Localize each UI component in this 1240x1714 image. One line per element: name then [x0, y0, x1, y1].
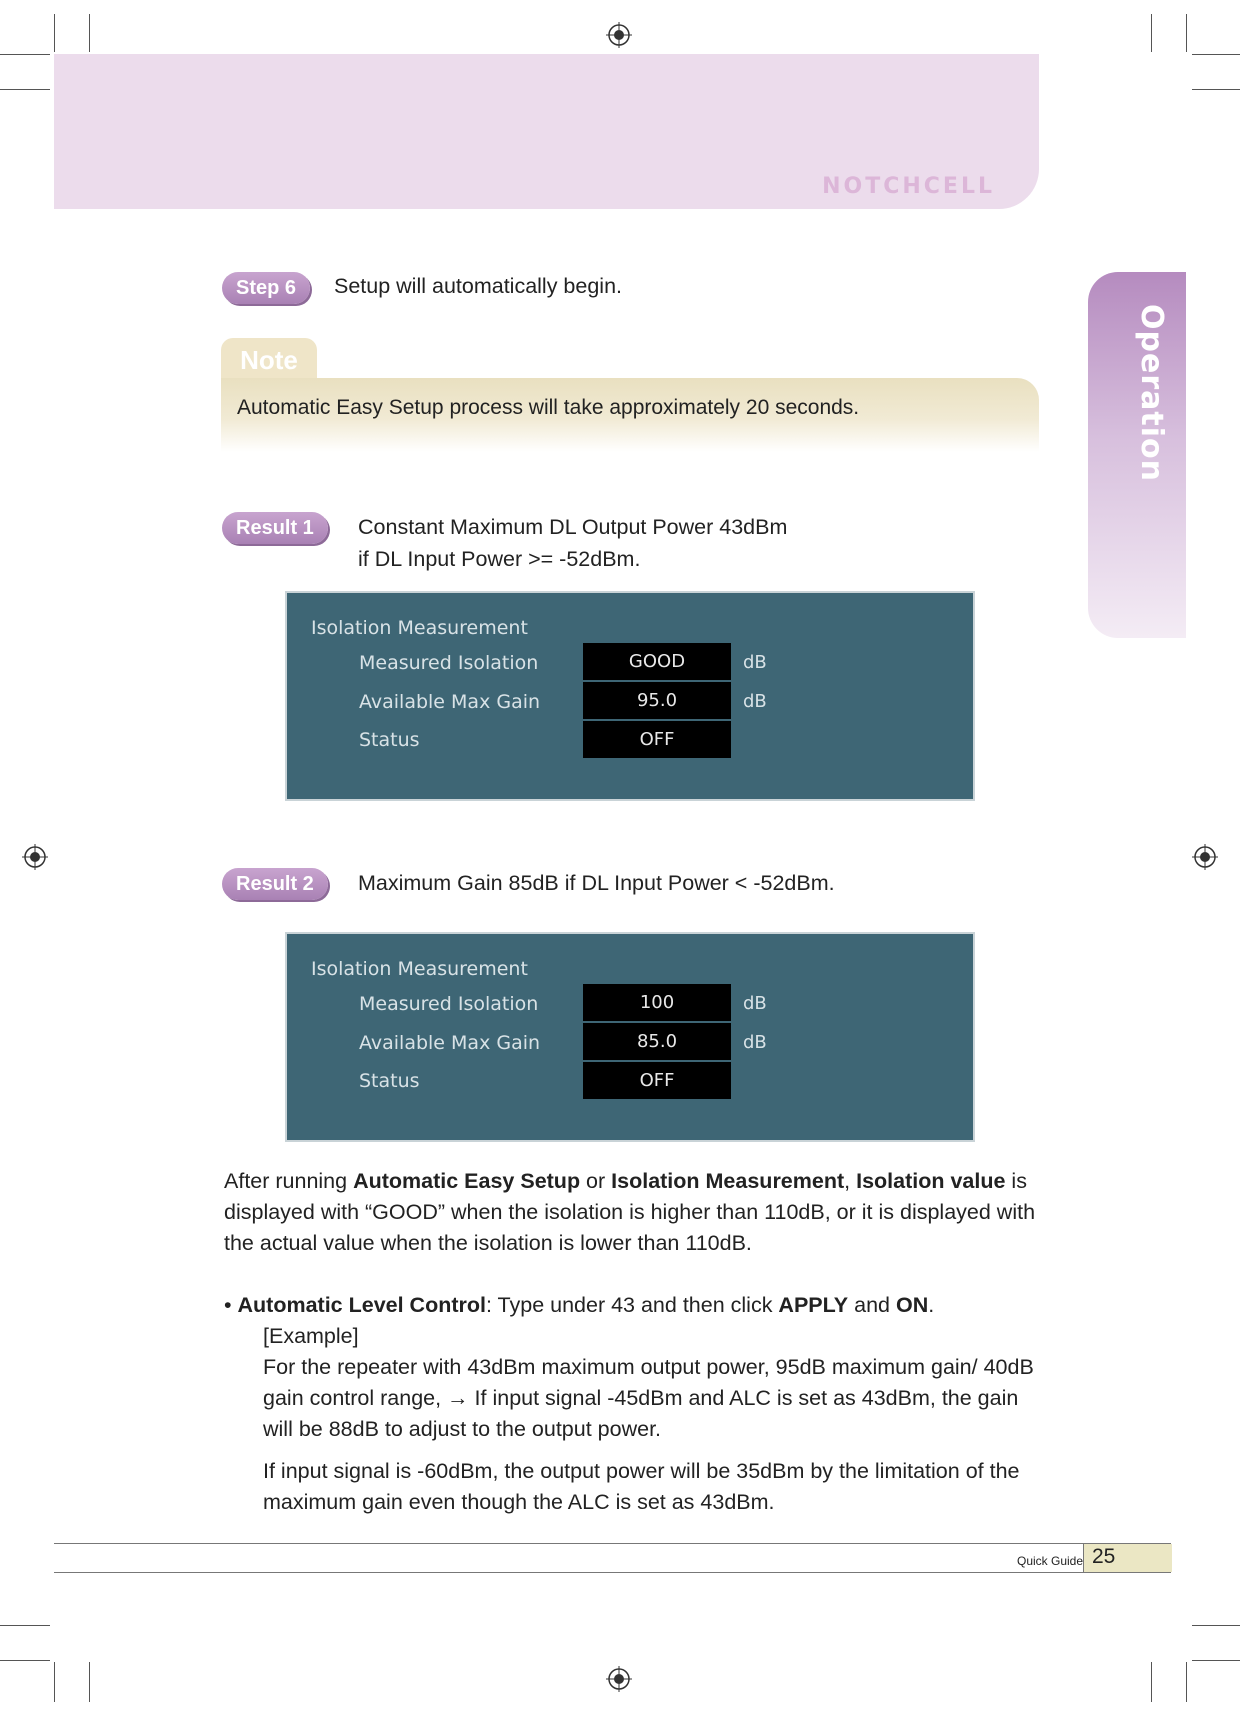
registration-mark-icon [606, 1666, 632, 1692]
crop-mark [1186, 1662, 1187, 1702]
step-text: Setup will automatically begin. [334, 274, 623, 298]
page-number-box [1083, 1544, 1172, 1572]
crop-mark [1192, 54, 1240, 55]
footer-rule [54, 1543, 1171, 1544]
crop-mark [1192, 1625, 1240, 1626]
header-band [54, 54, 1039, 209]
para-text: is displayed with “GOOD” when the isolation is higher than 110dB, or it is displayed with the actual value when the isolation is lower than 110dB. [224, 1169, 1036, 1255]
para-text: , [844, 1169, 857, 1193]
note-box [221, 378, 1039, 452]
example-label: [Example] [263, 1324, 359, 1348]
para-bold: Automatic Easy Setup [353, 1169, 581, 1193]
max-gain-unit: dB [743, 1032, 767, 1053]
para-text: and [848, 1293, 896, 1317]
note-label: Note [221, 338, 317, 382]
isolation-panel-1 [285, 591, 975, 801]
registration-mark-icon [606, 22, 632, 48]
measured-isolation-value: GOOD [583, 643, 731, 680]
status-value: OFF [583, 721, 731, 758]
measured-isolation-unit: dB [743, 652, 767, 673]
para-bold: ON [895, 1293, 929, 1317]
example-text-2: If input signal is -60dBm, the output power will be 35dBm by the limitation of the maximum gain even though the ALC is set as 43dBm. [263, 1459, 1020, 1514]
crop-mark [1151, 14, 1152, 52]
side-tab-operation [1088, 272, 1186, 638]
measured-isolation-label: Measured Isolation [359, 993, 539, 1015]
crop-mark [54, 14, 55, 52]
crop-mark [0, 1660, 50, 1661]
para-bold: Automatic Level Control [237, 1293, 486, 1317]
max-gain-label: Available Max Gain [359, 1032, 541, 1054]
para-text: . [928, 1293, 935, 1317]
crop-mark [1192, 1660, 1240, 1661]
result1-line1: Constant Maximum DL Output Power 43dBm [358, 515, 788, 539]
isolation-explanation [224, 1166, 1044, 1259]
para-bold: Isolation Measurement [611, 1169, 845, 1193]
status-label: Status [359, 1070, 420, 1092]
footer-rule [54, 1572, 1171, 1573]
status-label: Status [359, 729, 420, 751]
panel-title: Isolation Measurement [311, 958, 528, 980]
max-gain-label: Available Max Gain [359, 691, 541, 713]
alc-bullet [224, 1290, 1044, 1321]
footer-label: Quick Guide [1017, 1554, 1084, 1568]
max-gain-value: 95.0 [583, 682, 731, 719]
measured-isolation-unit: dB [743, 993, 767, 1014]
measured-isolation-value: 100 [583, 984, 731, 1021]
registration-mark-icon [1192, 844, 1218, 870]
example-text: For the repeater with 43dBm maximum output power, 95dB maximum gain/ 40dB gain control range, → If input signal -45dBm and ALC is set as 43dBm, the gain will be 88dB to adjust to the output power. [263, 1355, 1034, 1441]
crop-mark [89, 14, 90, 52]
crop-mark [54, 1662, 55, 1702]
crop-mark [1186, 14, 1187, 52]
result1-badge: Result 1 [222, 512, 328, 544]
crop-mark [1192, 89, 1240, 90]
crop-mark [0, 54, 50, 55]
para-text: : Type under 43 and then click [485, 1293, 779, 1317]
step-badge: Step 6 [222, 272, 310, 304]
brand-logo: NOTCHCELL [822, 174, 995, 199]
crop-mark [1151, 1662, 1152, 1702]
para-text: After running [224, 1169, 354, 1193]
crop-mark [89, 1662, 90, 1702]
status-value: OFF [583, 1062, 731, 1099]
registration-mark-icon [22, 844, 48, 870]
para-bold: APPLY [778, 1293, 849, 1317]
page-number: 25 [1092, 1545, 1116, 1568]
crop-mark [0, 89, 50, 90]
bullet: • [224, 1293, 238, 1317]
side-tab-label: Operation [1134, 304, 1169, 482]
para-text: or [580, 1169, 612, 1193]
max-gain-value: 85.0 [583, 1023, 731, 1060]
result2-badge: Result 2 [222, 868, 328, 900]
crop-mark [0, 1625, 50, 1626]
result1-line2: if DL Input Power >= -52dBm. [358, 547, 641, 571]
note-text: Automatic Easy Setup process will take approximately 20 seconds. [237, 396, 860, 419]
result2-line1: Maximum Gain 85dB if DL Input Power < -52dBm. [358, 871, 835, 895]
isolation-panel-2 [285, 932, 975, 1142]
max-gain-unit: dB [743, 691, 767, 712]
para-bold: Isolation value [856, 1169, 1006, 1193]
measured-isolation-label: Measured Isolation [359, 652, 539, 674]
panel-title: Isolation Measurement [311, 617, 528, 639]
